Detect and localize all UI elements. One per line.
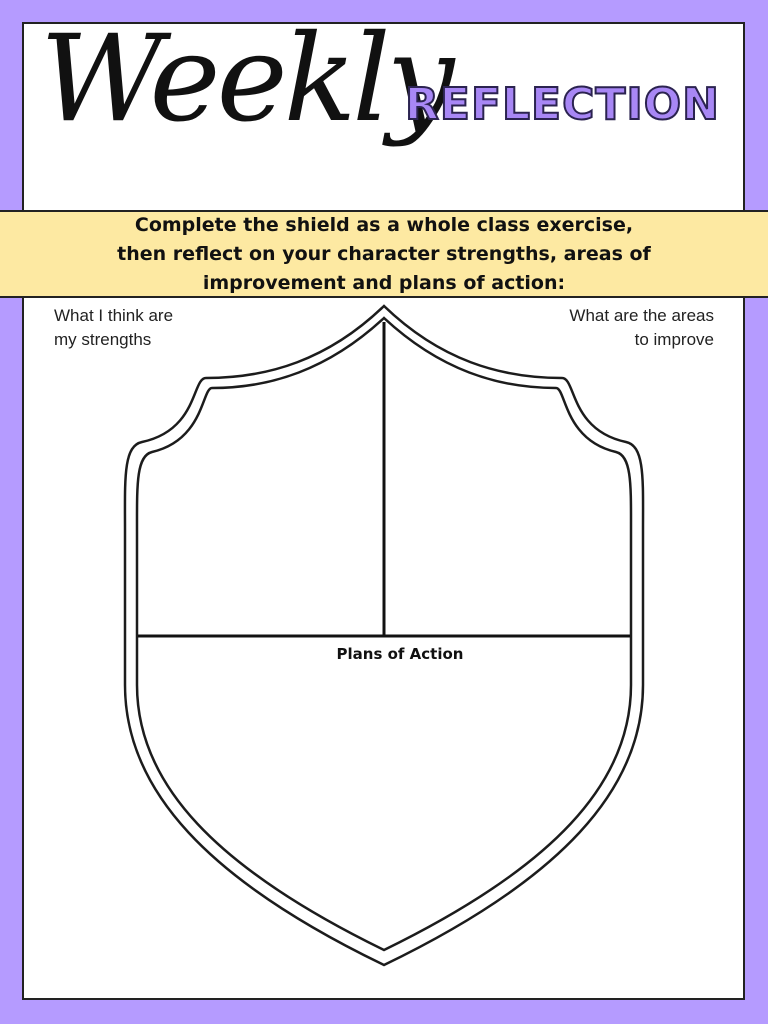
plans-of-action-label: Plans of Action — [336, 645, 464, 663]
instruction-line-2: then reflect on your character strengths, areas of — [117, 242, 651, 265]
strengths-label-line-1: What I think are — [54, 306, 174, 325]
improve-label-line-1: What are the areas — [569, 306, 714, 325]
instruction-line-3: improvement and plans of action: — [202, 271, 566, 294]
reflection-title: REFLECTION — [405, 79, 720, 130]
strengths-label-line-2: my strengths — [54, 330, 152, 349]
instruction-line-1: Complete the shield as a whole class exercise, — [134, 213, 634, 236]
weekly-script-title: Weekly — [40, 10, 451, 149]
improve-label-line-2: to improve — [634, 330, 714, 349]
